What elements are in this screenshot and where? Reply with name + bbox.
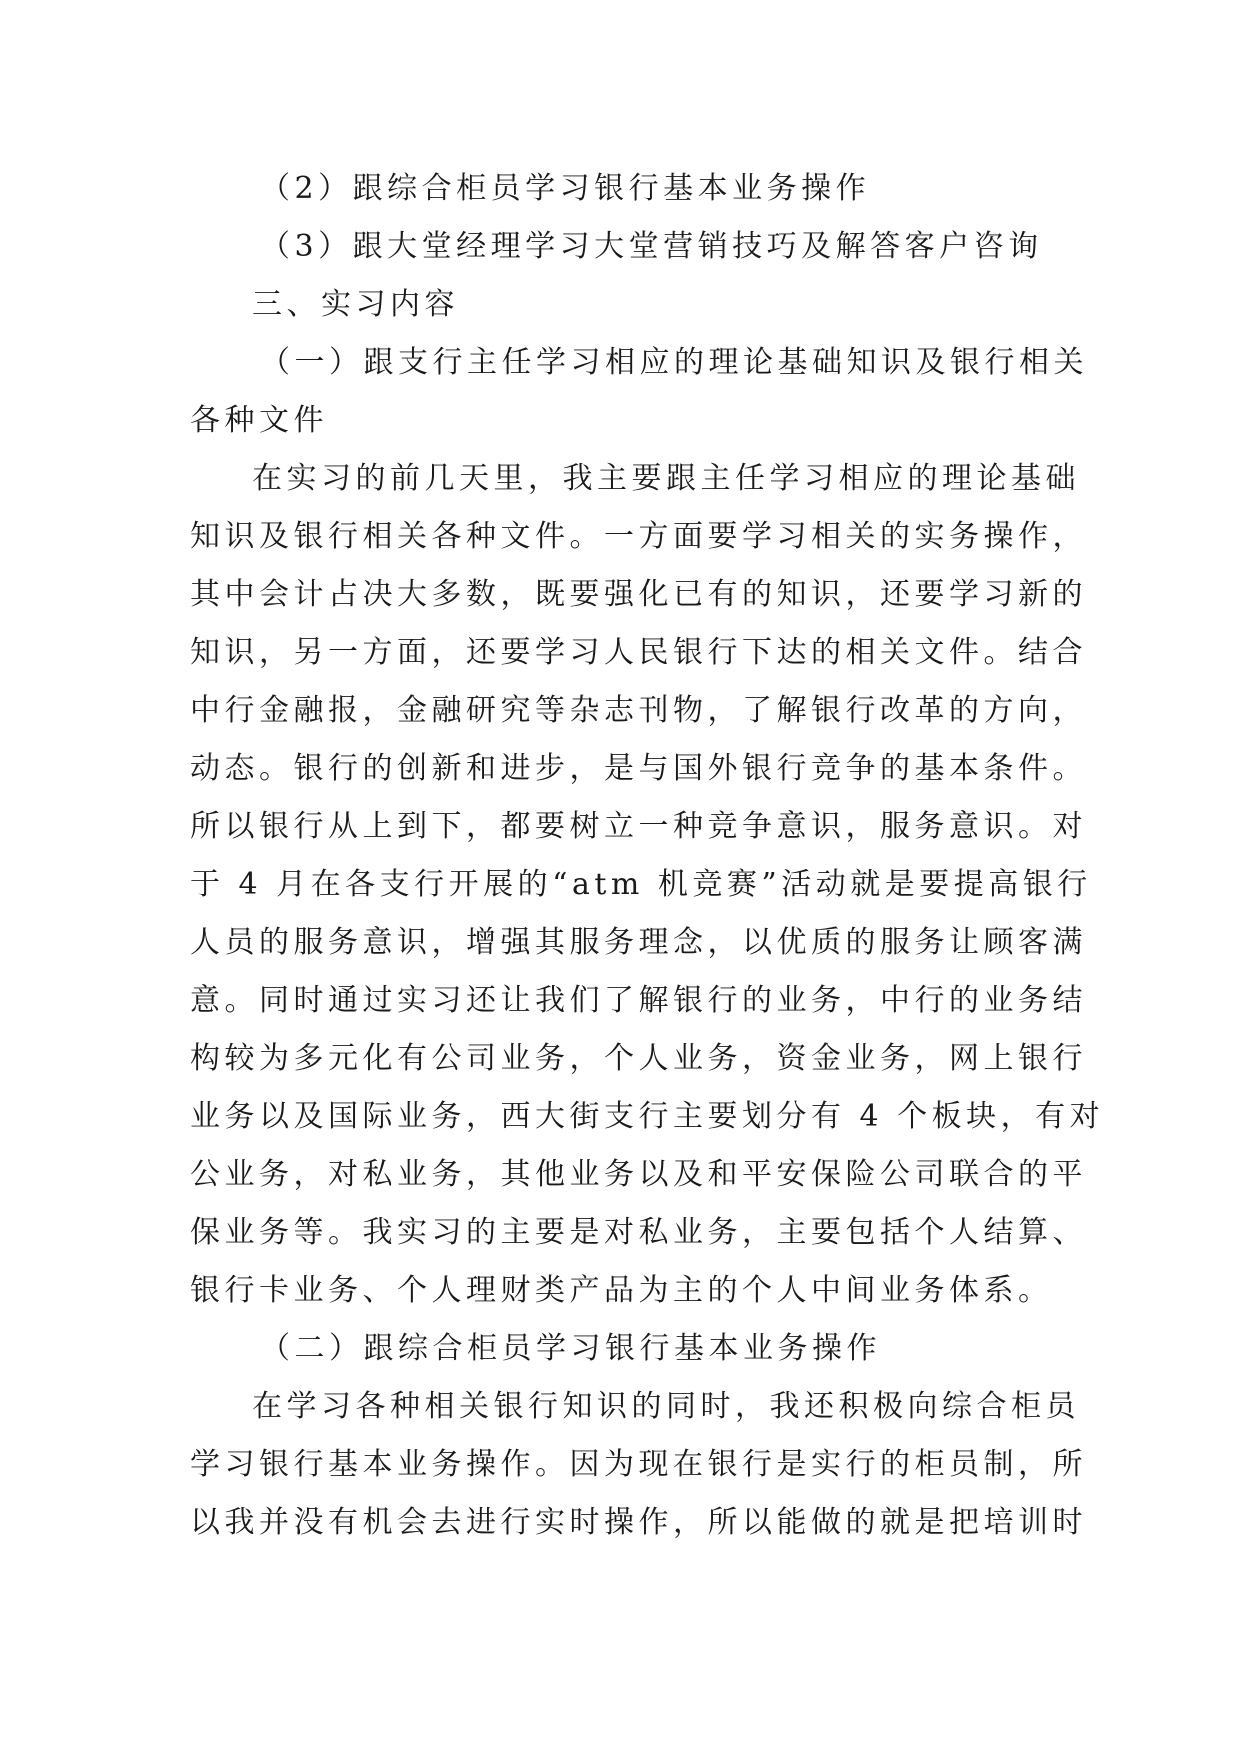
paragraph-1-line-1: 在实习的前几天里，我主要跟主任学习相应的理论基础: [252, 461, 1080, 496]
paragraph-1-line-9: 人员的服务意识，增强其服务理念，以优质的服务让顾客满: [190, 925, 1087, 960]
paragraph-1-line-2: 知识及银行相关各种文件。一方面要学习相关的实务操作，: [190, 519, 1087, 554]
paragraph-1-line-7: 所以银行从上到下，都要树立一种竞争意识，服务意识。对: [190, 809, 1087, 844]
paragraph-1-line-15: 银行卡业务、个人理财类产品为主的个人中间业务体系。: [190, 1273, 1053, 1308]
subsection-heading-2: （二）跟综合柜员学习银行基本业务操作: [260, 1331, 881, 1366]
paragraph-1-line-4: 知识，另一方面，还要学习人民银行下达的相关文件。结合: [190, 635, 1087, 670]
paragraph-1-line-12: 业务以及国际业务，西大街支行主要划分有 4 个板块，有对: [190, 1099, 1105, 1134]
subsection-heading-1-line-1: （一）跟支行主任学习相应的理论基础知识及银行相关: [260, 345, 1088, 380]
list-item-2: （2）跟综合柜员学习银行基本业务操作: [260, 171, 871, 206]
paragraph-1-line-3: 其中会计占决大多数，既要强化已有的知识，还要学习新的: [190, 577, 1087, 612]
document-body: [190, 160, 1105, 1552]
paragraph-1-line-13: 公业务，对私业务，其他业务以及和平安保险公司联合的平: [190, 1157, 1087, 1192]
paragraph-1-line-5: 中行金融报，金融研究等杂志刊物，了解银行改革的方向，: [190, 693, 1087, 728]
subsection-heading-1-line-2: 各种文件: [190, 403, 328, 438]
paragraph-1-line-14: 保业务等。我实习的主要是对私业务，主要包括个人结算、: [190, 1215, 1087, 1250]
section-heading-3: 三、实习内容: [252, 287, 459, 322]
paragraph-1-line-8: 于 4 月在各支行开展的“atm 机竞赛”活动就是要提高银行: [190, 867, 1092, 902]
paragraph-1-line-6: 动态。银行的创新和进步，是与国外银行竞争的基本条件。: [190, 751, 1087, 786]
list-item-3: （3）跟大堂经理学习大堂营销技巧及解答客户咨询: [260, 229, 1043, 264]
paragraph-1-line-11: 构较为多元化有公司业务，个人业务，资金业务，网上银行: [190, 1041, 1087, 1076]
paragraph-1-line-10: 意。同时通过实习还让我们了解银行的业务，中行的业务结: [190, 983, 1087, 1018]
paragraph-2-line-2: 学习银行基本业务操作。因为现在银行是实行的柜员制，所: [190, 1447, 1087, 1482]
paragraph-2-line-3: 以我并没有机会去进行实时操作，所以能做的就是把培训时: [190, 1505, 1087, 1540]
paragraph-2-line-1: 在学习各种相关银行知识的同时，我还积极向综合柜员: [252, 1389, 1080, 1424]
